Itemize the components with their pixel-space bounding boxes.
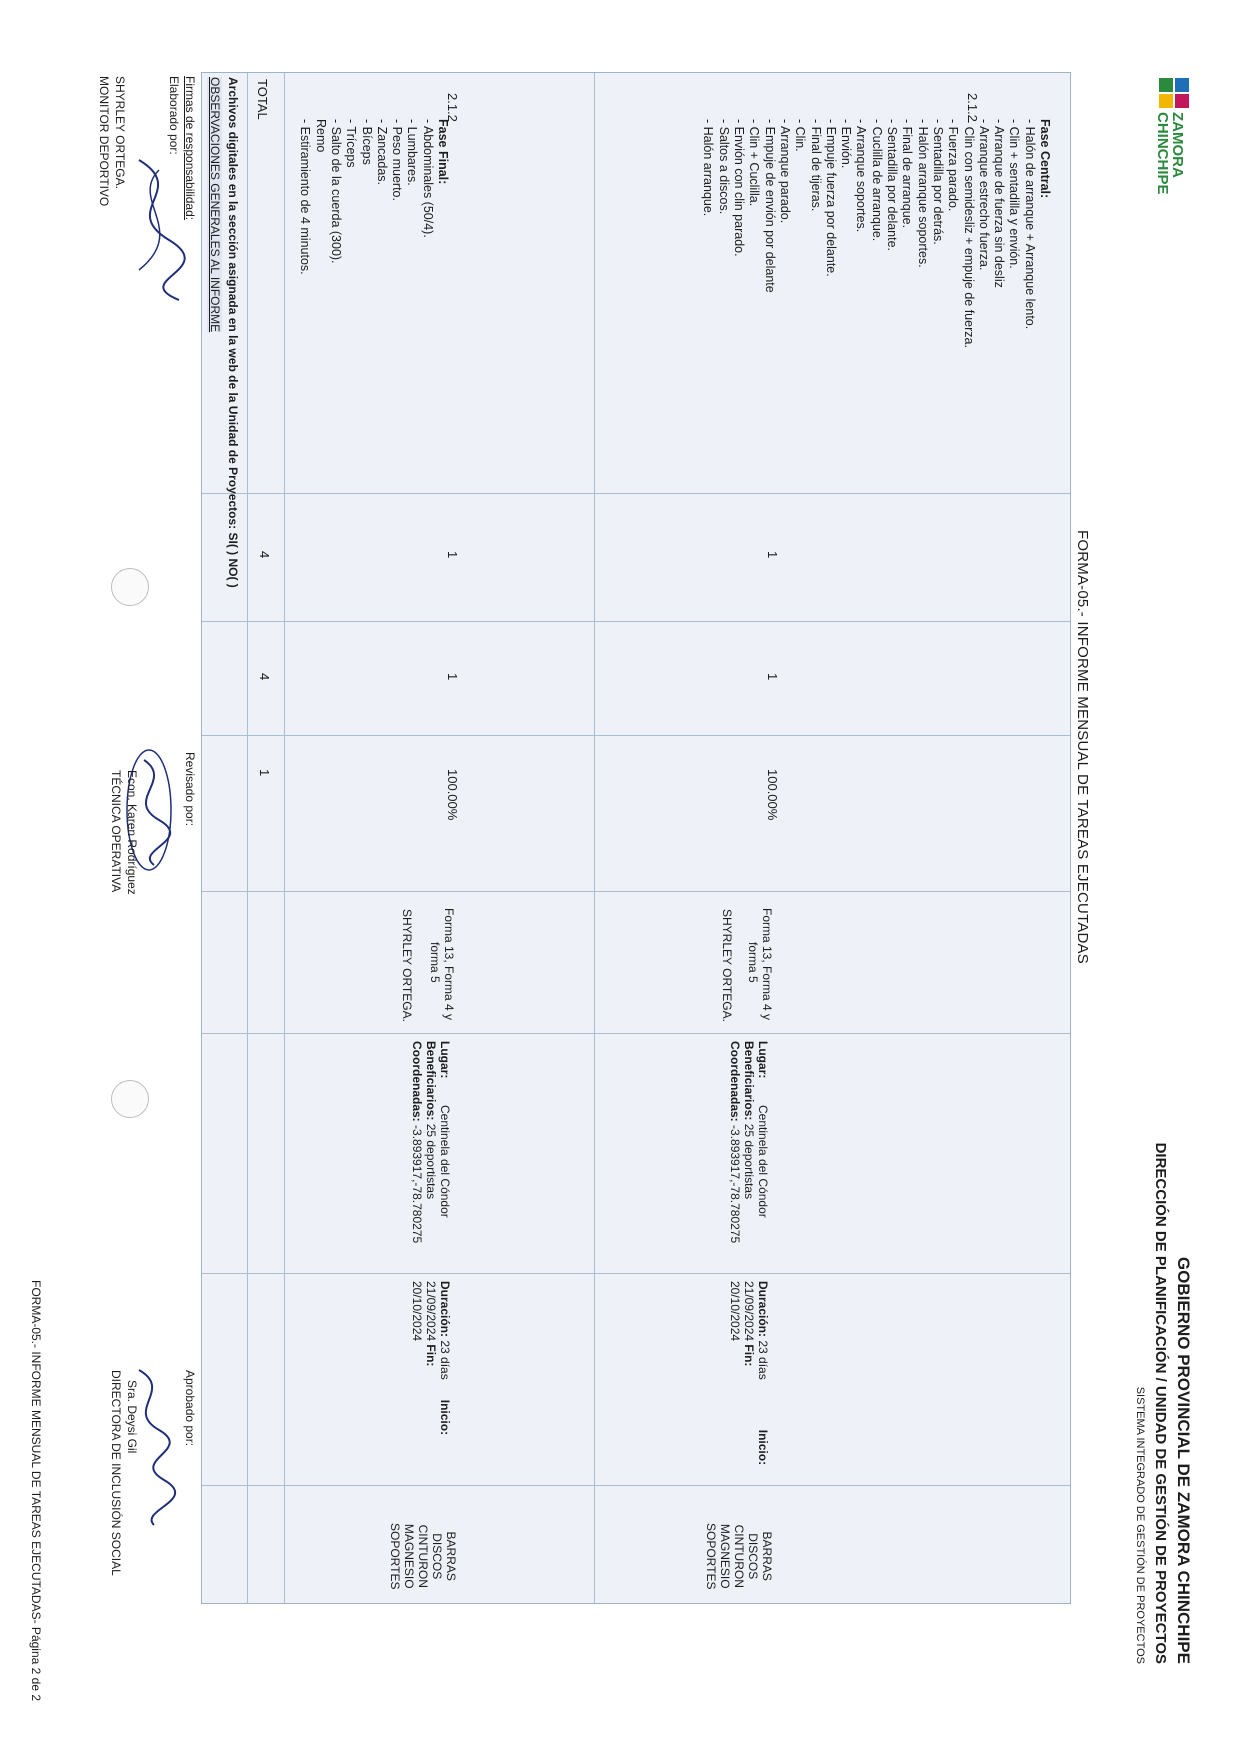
form-title: FORMA-05.- INFORME MENSUAL DE TAREAS EJECUTADAS: [1074, 530, 1091, 964]
row-1-activity-14: - Envión.: [839, 119, 854, 169]
col-divider: [202, 621, 1070, 622]
row-1-activity-8: - Sentadilla por detrás.: [930, 119, 945, 245]
row-2-activity-1: Fase Final:: [436, 119, 450, 185]
row-2-place-block: [410, 1041, 452, 1243]
row-1-activity-20: - Clin + Cuclilla.: [747, 119, 762, 207]
elaborado-name: SHYRLEY ORTEGA.: [113, 76, 127, 189]
aprobado-label: Aprobado por:: [183, 1370, 197, 1447]
row-2-activity-8: - Salto de la cuerda (300).: [328, 119, 343, 264]
row-1-fin-label: Fin:: [742, 1344, 756, 1367]
row-2-activity-9: Remo: [313, 119, 328, 153]
row-2-material-4: MAGNESIO: [402, 1523, 416, 1589]
total-percent: 1: [257, 769, 272, 777]
row-1-material-4: MAGNESIO: [718, 1523, 732, 1589]
elaborado-label: Elaborado por:: [167, 76, 181, 155]
row-1-percent: 100.00%: [765, 769, 780, 821]
row-divider: [247, 73, 248, 1603]
row-1-verification: [746, 908, 774, 1020]
row-1-activity-22: - Saltos a discos.: [716, 119, 731, 215]
row-2-inicio: 21/09/2024: [424, 1281, 438, 1342]
row-1-duracion-label: Duración:: [756, 1281, 770, 1338]
row-1-duracion: 23 días: [756, 1340, 770, 1380]
row-1-activity-5: - Arranque estrecho fuerza.: [976, 119, 991, 271]
col-divider: [202, 1273, 1070, 1274]
col-divider: [202, 735, 1070, 736]
row-2-coordenadas: -3.893917,-78.780275: [410, 1125, 424, 1244]
aprobado-role: DIRECTORA DE INCLUSIÓN SOCIAL: [109, 1370, 123, 1576]
signatures-title: Firmas de responsabilidad:: [183, 76, 197, 221]
row-1-activity-3: - Clin + sentadilla y envión.: [1007, 119, 1022, 269]
col-divider: [202, 1485, 1070, 1486]
row-2-dates-block: [410, 1281, 452, 1435]
row-1-activity-19: - Empuje de envión por delante: [762, 119, 777, 293]
row-2-activity-6: - Bíceps: [359, 119, 374, 165]
logo-text-2: CHINCHIPE: [1154, 112, 1171, 195]
row-1-activity-16: - Final de tijeras.: [808, 119, 823, 212]
row-2-verification-line-2: forma 5: [428, 942, 442, 983]
row-2-percent: 100.00%: [445, 769, 460, 821]
row-2-executed: 1: [445, 673, 460, 681]
row-2-planned: 1: [445, 551, 460, 559]
observations-heading: OBSERVACIONES GENERALES AL INFORME: [208, 77, 222, 333]
row-1-activity-13: - Arranque soportes.: [854, 119, 869, 233]
row-2-beneficiarios: 25 deportistas: [424, 1123, 438, 1200]
row-1-coordenadas: -3.893917,-78.780275: [728, 1125, 742, 1244]
row-2-verification-line-1: Forma 13, Forma 4 y: [442, 908, 456, 1021]
row-1-activity-18: - Arranque parado.: [777, 119, 792, 224]
row-1-dates-block: [728, 1281, 770, 1465]
archives-note: Archivos digitales en la sección asignada en la web de la Unidad de Proyectos: SI( ) NO( ): [226, 77, 240, 588]
punch-hole: [111, 568, 149, 606]
row-1-activity-6: - Clin con semidesliz + empuje de fuerza.: [961, 119, 976, 348]
row-1-activity-17: - Clin.: [793, 119, 808, 152]
row-1-fin: 20/10/2024: [728, 1281, 742, 1342]
logo-wordmark: [1155, 112, 1185, 195]
row-2-verification: [428, 908, 456, 1020]
row-1-activity-7: - Fuerza parado.: [946, 119, 961, 212]
org-title: GOBIERNO PROVINCIAL DE ZAMORA CHINCHIPE: [1174, 1256, 1193, 1664]
row-1-code: 2.1.2: [965, 93, 980, 122]
aprobado-name: Sra. Deysi Gil: [125, 1380, 139, 1454]
row-1-beneficiarios: 25 deportistas: [742, 1123, 756, 1200]
row-2-material-3: CINTURON: [416, 1524, 430, 1588]
total-planned: 4: [257, 551, 272, 559]
row-1-inicio-label: Inicio:: [756, 1429, 770, 1466]
row-1-activity-10: - Final de arranque.: [900, 119, 915, 229]
row-2-coordenadas-label: Coordenadas:: [410, 1041, 424, 1122]
row-2-material-2: DISCOS: [430, 1533, 444, 1580]
row-2-inicio-label: Inicio:: [438, 1399, 452, 1436]
row-divider: [284, 73, 285, 1603]
row-1-activity-23: - Halón arranque.: [701, 119, 716, 217]
row-2-duracion: 23 días: [438, 1340, 452, 1380]
row-2-fin-label: Fin:: [424, 1344, 438, 1367]
row-1-material-2: DISCOS: [746, 1533, 760, 1580]
row-2-beneficiarios-label: Beneficiarios:: [424, 1041, 438, 1121]
revisado-role: TÉCNICA OPERATIVA: [109, 770, 123, 893]
department-title: DIRECCIÓN DE PLANIFICACIÓN / UNIDAD DE GESTIÓN DE PROYECTOS: [1152, 1142, 1169, 1664]
row-2-materials: [388, 1523, 458, 1589]
page-footer: FORMA-05.- INFORME MENSUAL DE TAREAS EJECUTADAS- Página 2 de 2: [29, 1280, 43, 1701]
row-1-activities: [700, 119, 1052, 348]
row-divider: [594, 73, 595, 1603]
row-1-activity-12: - Cuclilla de arranque.: [869, 119, 884, 242]
row-2-activity-5: - Zancadas.: [374, 119, 389, 186]
system-title: SISTEMA INTEGRADO DE GESTIÓN DE PROYECTOS: [1134, 1386, 1146, 1664]
row-2-responsible-name: SHYRLEY ORTEGA.: [400, 909, 414, 1022]
col-divider: [202, 1033, 1070, 1034]
row-1-executed: 1: [765, 673, 780, 681]
row-2-lugar: Centinela del Cóndor: [438, 1105, 452, 1218]
row-1-planned: 1: [765, 551, 780, 559]
row-1-activity-21: - Envión con clin parado.: [732, 119, 747, 257]
row-1-activity-9: - Halón arranque soportes.: [915, 119, 930, 268]
revisado-name: Econ. Karen Rodríguez: [125, 770, 139, 895]
row-1-activity-4: - Arranque de fuerza sin desliz: [992, 119, 1007, 288]
total-label: TOTAL: [255, 79, 270, 120]
row-1-material-3: CINTURON: [732, 1524, 746, 1588]
punch-hole: [111, 1080, 149, 1118]
row-2-material-1: BARRAS: [444, 1531, 458, 1581]
row-2-fin: 20/10/2024: [410, 1281, 424, 1342]
total-executed: 4: [257, 673, 272, 681]
row-2-duracion-label: Duración:: [438, 1281, 452, 1338]
row-1-beneficiarios-label: Beneficiarios:: [742, 1041, 756, 1121]
row-2-code: 2.1.2: [445, 93, 460, 122]
row-1-responsible-name: SHYRLEY ORTEGA.: [720, 909, 734, 1022]
row-1-verification-line-2: forma 5: [746, 942, 760, 983]
row-2-activity-2: - Abdominales (50/4).: [420, 119, 435, 238]
logo-text-1: ZAMORA: [1169, 112, 1186, 178]
row-1-material-1: BARRAS: [760, 1531, 774, 1581]
row-1-place-block: [728, 1041, 770, 1243]
row-2-lugar-label: Lugar:: [438, 1041, 452, 1079]
tasks-table: [201, 72, 1071, 1604]
row-1-lugar: Centinela del Cóndor: [756, 1105, 770, 1218]
col-divider: [202, 493, 1070, 494]
row-1-lugar-label: Lugar:: [756, 1041, 770, 1079]
row-2-activities: [297, 119, 450, 275]
row-1-material-5: SOPORTES: [704, 1523, 718, 1590]
row-1-inicio: 21/09/2024: [742, 1281, 756, 1342]
col-divider: [202, 891, 1070, 892]
row-1-activity-1: Fase Central:: [1038, 119, 1052, 199]
revisado-label: Revisado por:: [183, 752, 197, 827]
row-2-activity-4: - Peso muerto.: [390, 119, 405, 201]
row-1-materials: [704, 1523, 774, 1589]
row-2-activity-3: - Lumbares.: [405, 119, 420, 186]
row-1-verification-line-1: Forma 13, Forma 4 y: [760, 908, 774, 1021]
row-1-activity-2: - Halón de arranque + Arranque lento.: [1022, 119, 1037, 330]
row-2-material-5: SOPORTES: [388, 1523, 402, 1590]
row-2-activity-7: - Tríceps: [344, 119, 359, 168]
row-2-activity-10: - Estiramiento de 4 minutos.: [298, 119, 313, 275]
row-1-coordenadas-label: Coordenadas:: [728, 1041, 742, 1122]
row-1-activity-15: - Empuje fuerza por delante.: [823, 119, 838, 277]
elaborado-role: MONITOR DEPORTIVO: [97, 76, 111, 207]
row-1-activity-11: - Sentadilla por delante.: [885, 119, 900, 252]
